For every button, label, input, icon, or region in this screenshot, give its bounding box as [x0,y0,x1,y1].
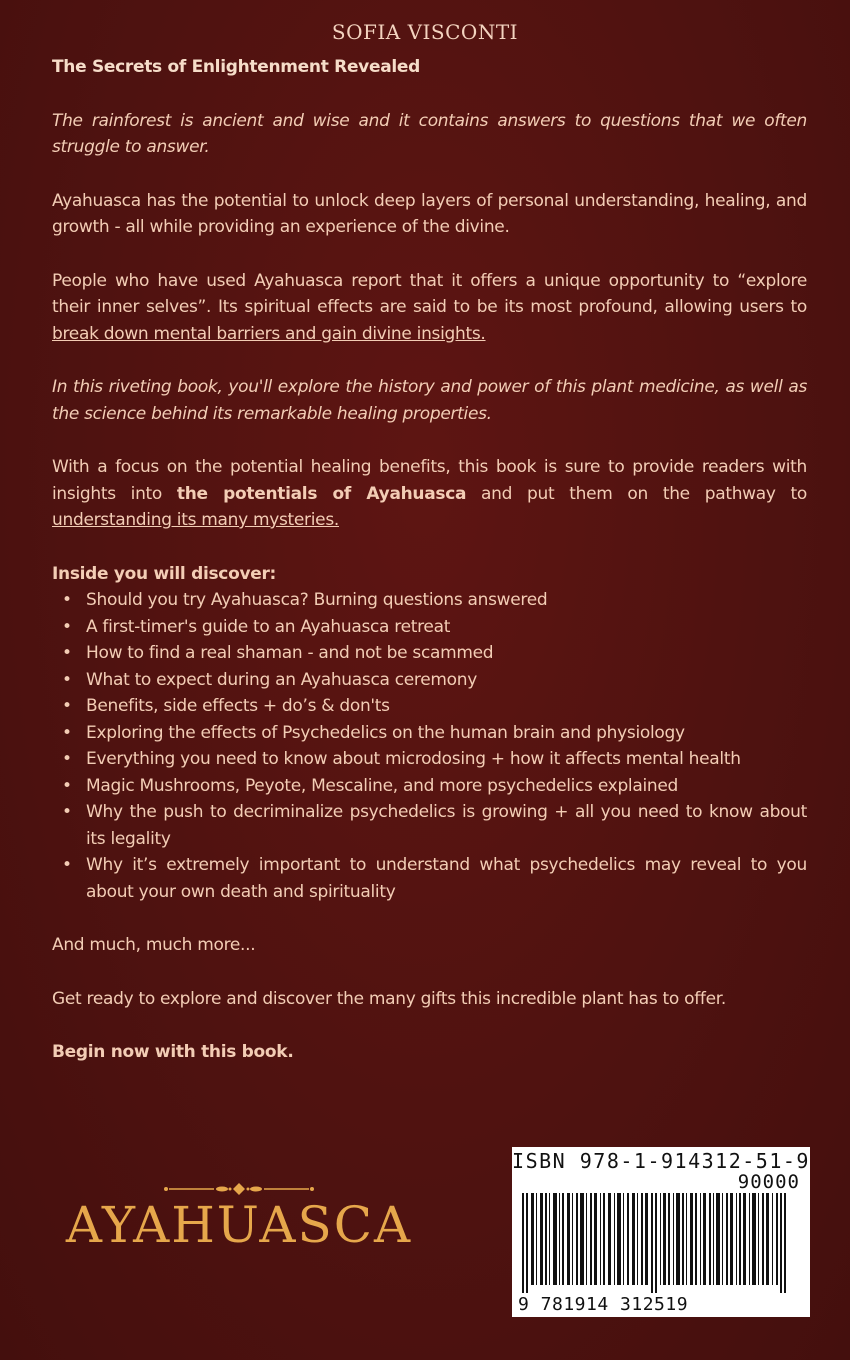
list-item: • Exploring the effects of Psychedelics on the human brain and physiology [86,720,807,747]
paragraph-much-more: And much, much more... [52,935,256,955]
isbn-number: ISBN 978-1-914312-51-9 [512,1149,810,1173]
barcode-icon [520,1193,802,1293]
paragraph-rainforest: The rainforest is ancient and wise and it contains answers to questions that we often struggle to answer. [52,110,807,157]
back-cover-blurb [52,54,807,1093]
list-item: • How to find a real shaman - and not be scammed [86,640,807,667]
paragraph-healing-mid: and put them on the pathway to [466,483,808,504]
list-item: • Magic Mushrooms, Peyote, Mescaline, and more psychedelics explained [86,773,807,800]
paragraph-healing-text: With a focus on the potential healing benefits, this book is sure to provide readers with insights into [52,457,807,504]
blurb-heading: The Secrets of Enlightenment Revealed [52,57,420,77]
underlined-phrase-barriers: break down mental barriers and gain divine insights. [52,323,486,344]
discover-list [52,587,807,905]
list-item: • Should you try Ayahuasca? Burning questions answered [86,587,807,614]
list-item: • A first-timer's guide to an Ayahuasca retreat [86,614,807,641]
paragraph-potential: Ayahuasca has the potential to unlock deep layers of personal understanding, healing, and growth - all while providing an experience of the divine. [52,190,807,237]
list-item: • Why the push to decriminalize psychedelics is growing + all you need to know about its legality [86,799,807,852]
isbn-barcode [512,1147,810,1317]
list-item: • Everything you need to know about microdosing + how it affects mental health [86,746,807,773]
ayahuasca-logo [44,1180,434,1260]
list-item: • Why it’s extremely important to understand what psychedelics may reveal to you about your own death and spirituality [86,852,807,905]
underlined-phrase-mysteries: understanding its many mysteries. [52,510,339,530]
list-item: • What to expect during an Ayahuasca ceremony [86,667,807,694]
bold-phrase-potentials: the potentials of Ayahuasca [176,483,467,504]
paragraph-healing-benefits [52,454,807,534]
logo-title: AYAHUASCA [65,1196,413,1254]
paragraph-get-ready: Get ready to explore and discover the many gifts this incredible plant has to offer. [52,988,726,1009]
call-to-action: Begin now with this book. [52,1042,294,1062]
price-code: 90000 [737,1171,800,1193]
discover-heading: Inside you will discover: [52,563,277,584]
list-item: • Benefits, side effects + do’s & don'ts [86,693,807,720]
paragraph-inner-selves-text: People who have used Ayahuasca report that it offers a unique opportunity to “explore their inner selves”. Its spiritual effects are said to be its most profound, allowing users to [52,270,807,317]
barcode-digits: 9 781914 312519 [518,1294,689,1315]
paragraph-riveting-book: In this riveting book, you'll explore the history and power of this plant medicine, as well as the science behind its remarkable healing properties. [52,377,807,424]
author-name: SOFIA VISCONTI [331,20,519,44]
paragraph-inner-selves [52,268,807,348]
